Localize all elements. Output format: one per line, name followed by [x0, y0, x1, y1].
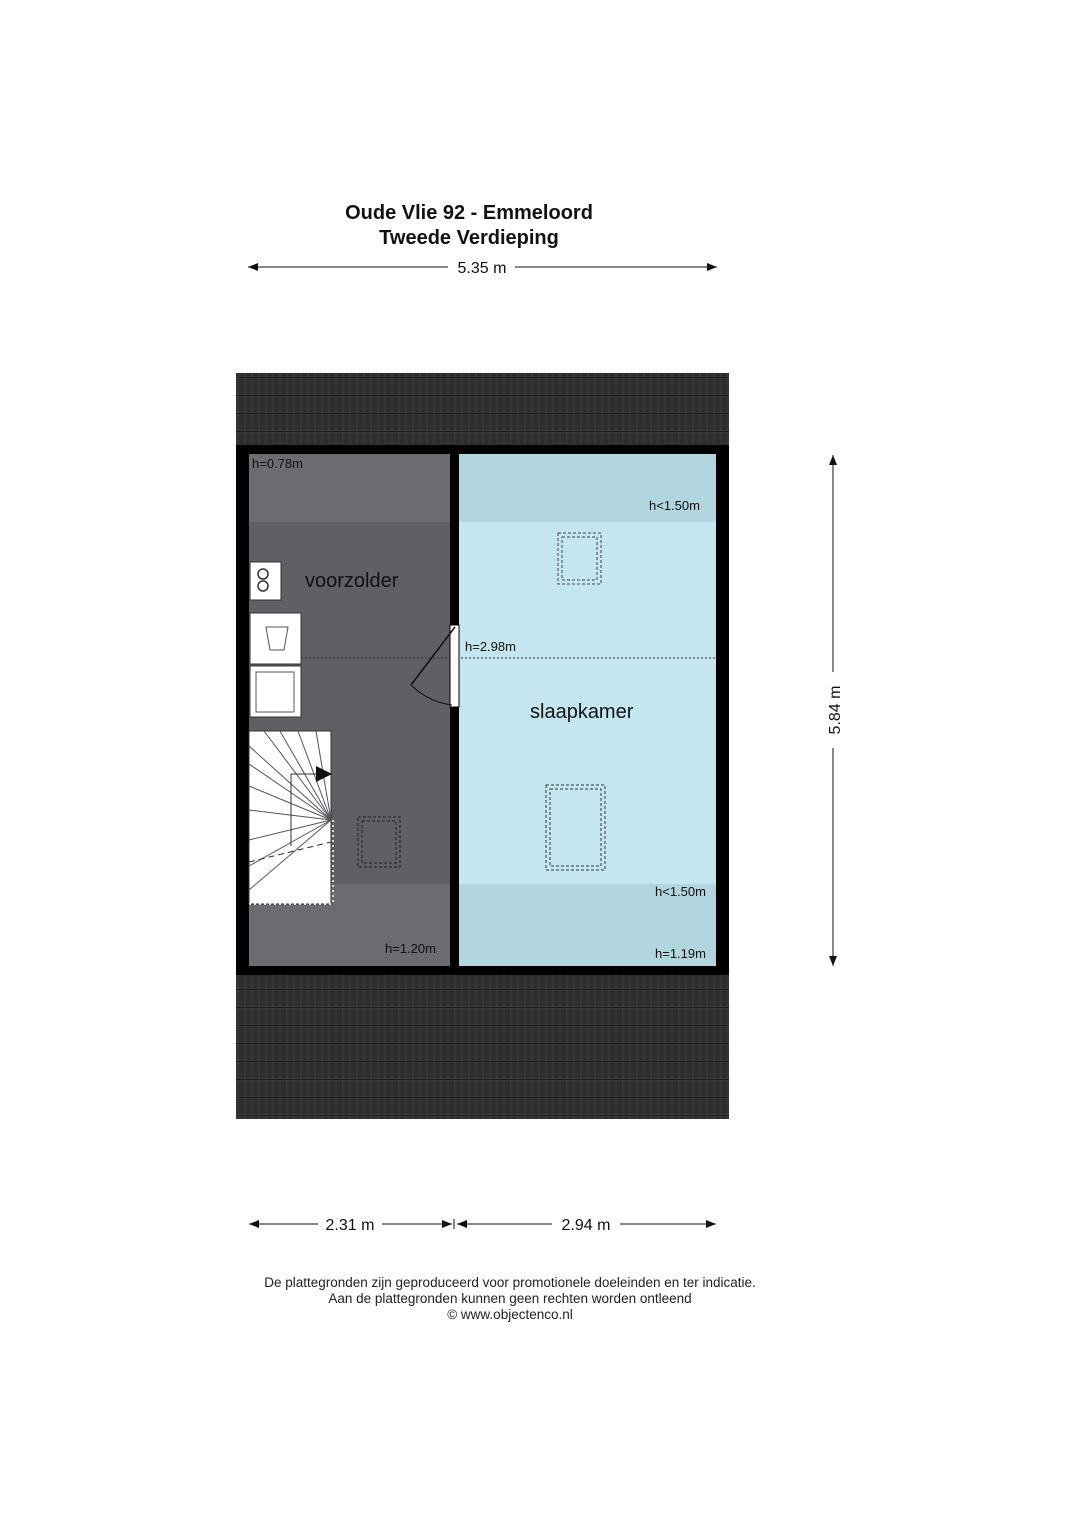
copyright: © www.objectenco.nl — [447, 1307, 573, 1322]
dim-left-width: 2.31 m — [325, 1217, 375, 1234]
slaapkamer-height-lower: h<1.50m — [655, 884, 706, 899]
plan-title: Oude Vlie 92 - Emmeloord — [345, 202, 593, 224]
slaapkamer-label: slaapkamer — [530, 701, 634, 723]
door-opening — [450, 625, 459, 707]
roof-top — [236, 373, 729, 446]
dim-right-width: 2.94 m — [561, 1217, 611, 1234]
voorzolder-height-bottom: h=1.20m — [385, 941, 436, 956]
slaapkamer-height-middle: h=2.98m — [465, 639, 516, 654]
roof-bottom — [236, 974, 729, 1119]
staircase — [249, 731, 333, 904]
slaapkamer-height-bottom: h=1.19m — [655, 946, 706, 961]
voorzolder-height-top: h=0.78m — [252, 456, 303, 471]
slaapkamer-height-top: h<1.50m — [649, 498, 700, 513]
disclaimer-line-1: De plattegronden zijn geproduceerd voor promotionele doeleinden en ter indicatie. — [264, 1275, 756, 1290]
voorzolder-label: voorzolder — [305, 570, 399, 592]
dim-total-depth: 5.84 m — [827, 685, 844, 735]
washing-machine — [250, 666, 301, 717]
floor-name: Tweede Verdieping — [379, 227, 559, 249]
dim-total-width: 5.35 m — [457, 260, 507, 277]
disclaimer-line-2: Aan de plattegronden kunnen geen rechten worden ontleend — [328, 1291, 692, 1306]
dryer — [250, 613, 301, 664]
